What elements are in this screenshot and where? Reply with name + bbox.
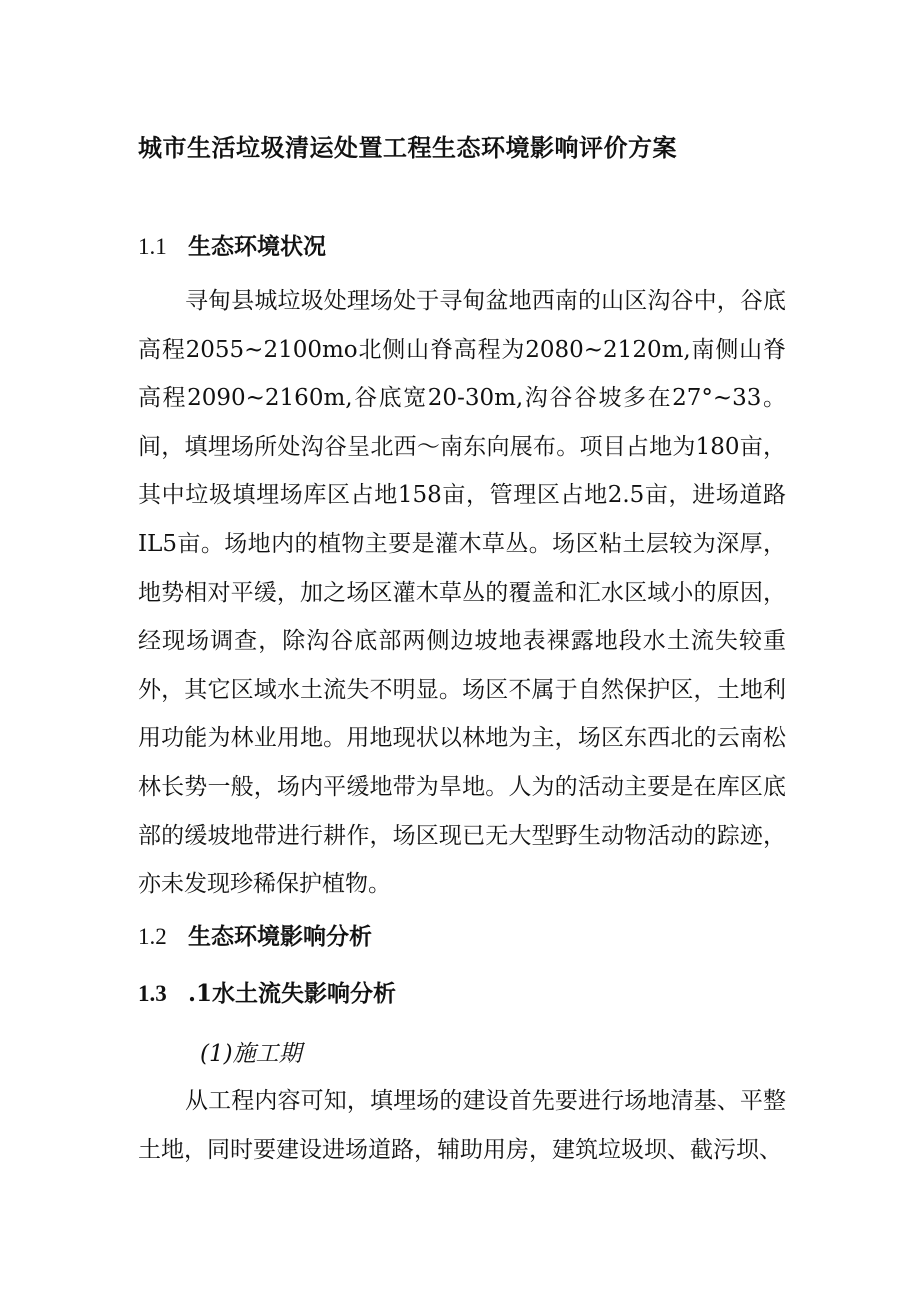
section-heading-1-3	[138, 975, 396, 1008]
section-number: 1.3	[138, 981, 167, 1006]
section-number: 1.2	[138, 924, 167, 949]
section-heading-text: 生态环境状况	[188, 234, 326, 260]
section-heading-text: 生态环境影响分析	[188, 924, 372, 950]
construction-phase-label: (1)施工期	[200, 1041, 302, 1067]
ecological-status-paragraph: 寻甸县城垃圾处理场处于寻甸盆地西南的山区沟谷中，谷底高程2055~2100mo北侧山脊高程为2080~2120m,南侧山脊高程2090~2160m,谷底宽20-30m,沟谷谷坡多在27°~33。间，填埋场所处沟谷呈北西～南东向展布。项目占地为180亩，其中垃圾填埋场库区占地158亩，管理区占地2.5亩，进场道路IL5亩。场地内的植物主要是灌木草丛。场区粘土层较为深厚，地势相对平缓，加之场区灌木草丛的覆盖和汇水区域小的原因，经现场调查，除沟谷底部两侧边坡地表裸露地段水土流失较重外，其它区域水土流失不明显。场区不属于自然保护区，土地利用功能为林业用地。用地现状以林地为主，场区东西北的云南松林长势一般，场内平缓地带为旱地。人为的活动主要是在库区底部的缓坡地带进行耕作，场区现已无大型野生动物活动的踪迹，亦未发现珍稀保护植物。	[138, 288, 786, 898]
section-heading-text: .1水土流失影响分析	[188, 980, 397, 1007]
document-title: 城市生活垃圾清运处置工程生态环境影响评价方案	[138, 134, 677, 162]
soil-erosion-paragraph: 从工程内容可知，填埋场的建设首先要进行场地清基、平整土地，同时要建设进场道路，辅助用房，建筑垃圾坝、截污坝、	[138, 1088, 786, 1163]
section-heading-1-2	[138, 918, 372, 951]
section-number: 1.1	[138, 234, 167, 259]
section-heading-1-1	[138, 228, 326, 261]
